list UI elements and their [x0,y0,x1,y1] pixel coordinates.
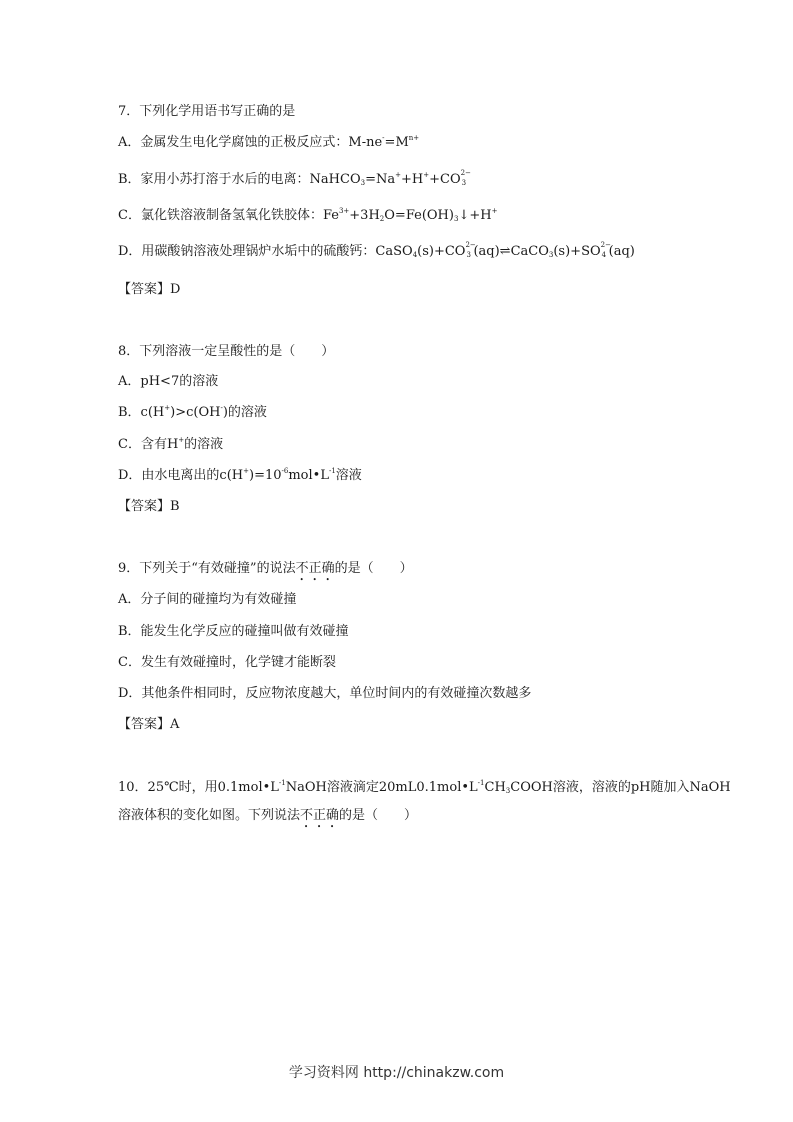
q9-option-c: C．发生有效碰撞时，化学键才能断裂 [118,655,336,670]
q9-option-b: B．能发生化学反应的碰撞叫做有效碰撞 [118,624,349,639]
q8-answer: 【答案】B [118,499,180,514]
q7-option-a: A．金属发生电化学腐蚀的正极反应式：$M-ne^-=M^{n+}$ [118,134,420,150]
q7-option-c: C．氯化铁溶液制备氢氧化铁胶体：$Fe^{3+}+3H_2O=Fe(OH)_3↓+H^+$ [118,207,498,223]
q7-option-b: B．家用小苏打溶于水后的电离：NaHCO$_3$=Na++H++CO 2− 3 [118,168,471,187]
q8-stem: 8．下列溶液一定呈酸性的是（ ） [118,344,335,359]
q7-option-d: D．用碳酸钠溶液处理锅炉水垢中的硫酸钙：CaSO$_4$(s)+CO 2− 3 (aq)⇌CaCO$_3$(s)+SO 2− 4 (aq) [118,240,635,259]
footer-watermark: 学习资料网 http://chinakzw.com [288,1065,505,1081]
q8-option-c: C．含有H+的溶液 [118,436,224,452]
q8-option-a: A．pH<7的溶液 [118,374,219,389]
q10-stem-line1: 10．25℃时，用$0.1mol•L^{-1}NaOH$溶液滴定$20mL0.1mol•L^{-1}CH_3COOH$溶液，溶液的pH随加入NaOH [118,779,731,795]
q10-stem-line2: 溶液体积的变化如图。下列说法不正确的是（ ） [118,808,418,823]
q9-option-a: A．分子间的碰撞均为有效碰撞 [118,592,297,607]
q7-answer: 【答案】D [118,282,181,297]
q9-answer: 【答案】A [118,717,180,732]
q9-option-d: D．其他条件相同时，反应物浓度越大，单位时间内的有效碰撞次数越多 [118,686,532,701]
q8-option-b: B．c(H+)>c(OH-)的溶液 [118,404,267,420]
q9-stem: 9．下列关于“有效碰撞”的说法不正确的是（ ） [118,561,413,576]
q8-option-d: D．由水电离出的$c(H^+)=10^{-6}mol•L^{-1}$溶液 [118,467,362,483]
q7-stem: 7．下列化学用语书写正确的是 [118,104,296,119]
